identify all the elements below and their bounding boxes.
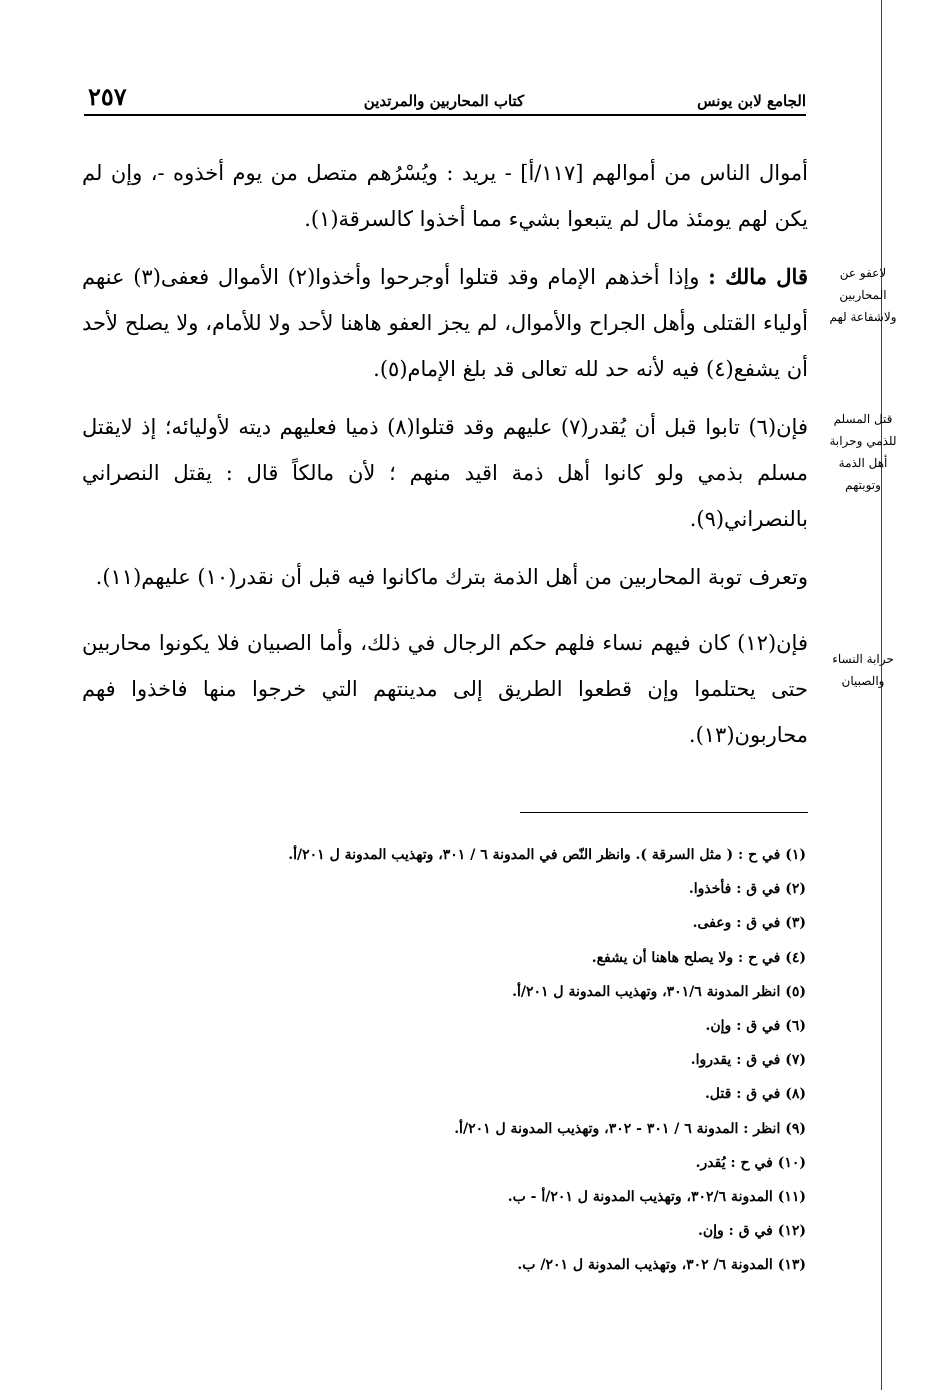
paragraph: [82, 554, 808, 600]
footnote: (١٢) في ق : وإن.: [698, 1223, 806, 1240]
footnote: (٢) في ق : فأخذوا.: [688, 881, 806, 898]
chapter-title: كتاب المحاربين والمرتدين: [363, 92, 525, 110]
footnote: (٧) في ق : يقدروا.: [690, 1052, 806, 1069]
paragraph: [82, 254, 808, 392]
footnote: (٦) في ق : وإن.: [705, 1018, 806, 1035]
margin-note: قتل المسلم للذمي وحرابة أهل الذمة وتوبتهم: [829, 412, 897, 492]
paragraph-text: فإن(٦) تابوا قبل أن يُقدر(٧) عليهم وقد قتلوا(٨) ذميا فعليهم ديته لأوليائه؛ إذ لايقتل مسلم بذمي ولو كانوا أهل ذمة اقيد منهم ؛ لأن مالكاً قال : يقتل النصراني بالنصراني(٩).: [82, 415, 808, 531]
running-header: [84, 82, 806, 118]
footnotes: [150, 838, 806, 1283]
main-text: [82, 150, 808, 770]
paragraph-lead: قال مالك :: [708, 264, 808, 289]
paragraph: [82, 620, 808, 758]
paragraph-text: أموال الناس من أموالهم [١١٧/أ] - يريد : ويُسْرُهم متصل من يوم أخذوه -، وإن لم يكن لهم يومئذ مال لم يتبعوا بشيء مما أخذوا كالسرقة(١).: [82, 161, 808, 231]
footnote: (١) في ح : ( مثل السرقة ). وانظر النّص في المدونة ٦ / ٣٠١، وتهذيب المدونة ل ٢٠١/أ.: [288, 847, 806, 863]
footnote: (٨) في ق : قتل.: [704, 1086, 806, 1103]
paragraph: [82, 150, 808, 242]
page-binding-line: [881, 0, 882, 1390]
footnote: (١٠) في ح : يُقدر.: [695, 1154, 806, 1171]
header-rule: [84, 114, 806, 116]
book-title: الجامع لابن يونس: [697, 92, 806, 110]
paragraph-text: وإذا أخذهم الإمام وقد قتلوا أوجرحوا وأخذوا(٢) الأموال فعفى(٣) عنهم أولياء القتلى وأهل الجراح والأموال، لم يجز العفو هاهنا لأحد ولا للأمام، ولا يصلح لأحد أن يشفع(٤) فيه لأنه حد لله تعالى قد بلغ الإمام(٥).: [82, 265, 808, 381]
footnote-separator: [520, 812, 808, 813]
footnote: (١٣) المدونة ٦/ ٣٠٢، وتهذيب المدونة ل ٢٠١/ ب.: [517, 1257, 806, 1274]
footnote: (٤) في ح : ولا يصلح هاهنا أن يشفع.: [591, 949, 806, 966]
footnote: (١١) المدونة ٣٠٢/٦، وتهذيب المدونة ل ٢٠١/أ - ب.: [507, 1189, 806, 1206]
footnote: (٩) انظر : المدونة ٦ / ٣٠١ - ٣٠٢، وتهذيب المدونة ل ٢٠١/أ.: [454, 1120, 806, 1137]
margin-note: لاعفو عن المحاربين ولاشفاعة لهم: [829, 266, 897, 324]
page-number: ٢٥٧: [88, 82, 127, 111]
paragraph: [82, 404, 808, 542]
paragraph-text: فإن(١٢) كان فيهم نساء فلهم حكم الرجال في ذلك، وأما الصبيان فلا يكونوا محاربين حتى يحتلموا وإن قطعوا الطريق إلى مدينتهم التي خرجوا منها فاخذوا فهم محاربون(١٣).: [82, 631, 808, 747]
margin-note: حرابة النساء والصبيان: [832, 652, 894, 688]
footnote: (٣) في ق : وعفى.: [692, 915, 806, 932]
paragraph-text: وتعرف توبة المحاربين من أهل الذمة بترك ماكانوا فيه قبل أن نقدر(١٠) عليهم(١١).: [95, 565, 808, 589]
footnote: (٥) انظر المدونة ٣٠١/٦، وتهذيب المدونة ل ٢٠١/أ.: [512, 983, 806, 1000]
